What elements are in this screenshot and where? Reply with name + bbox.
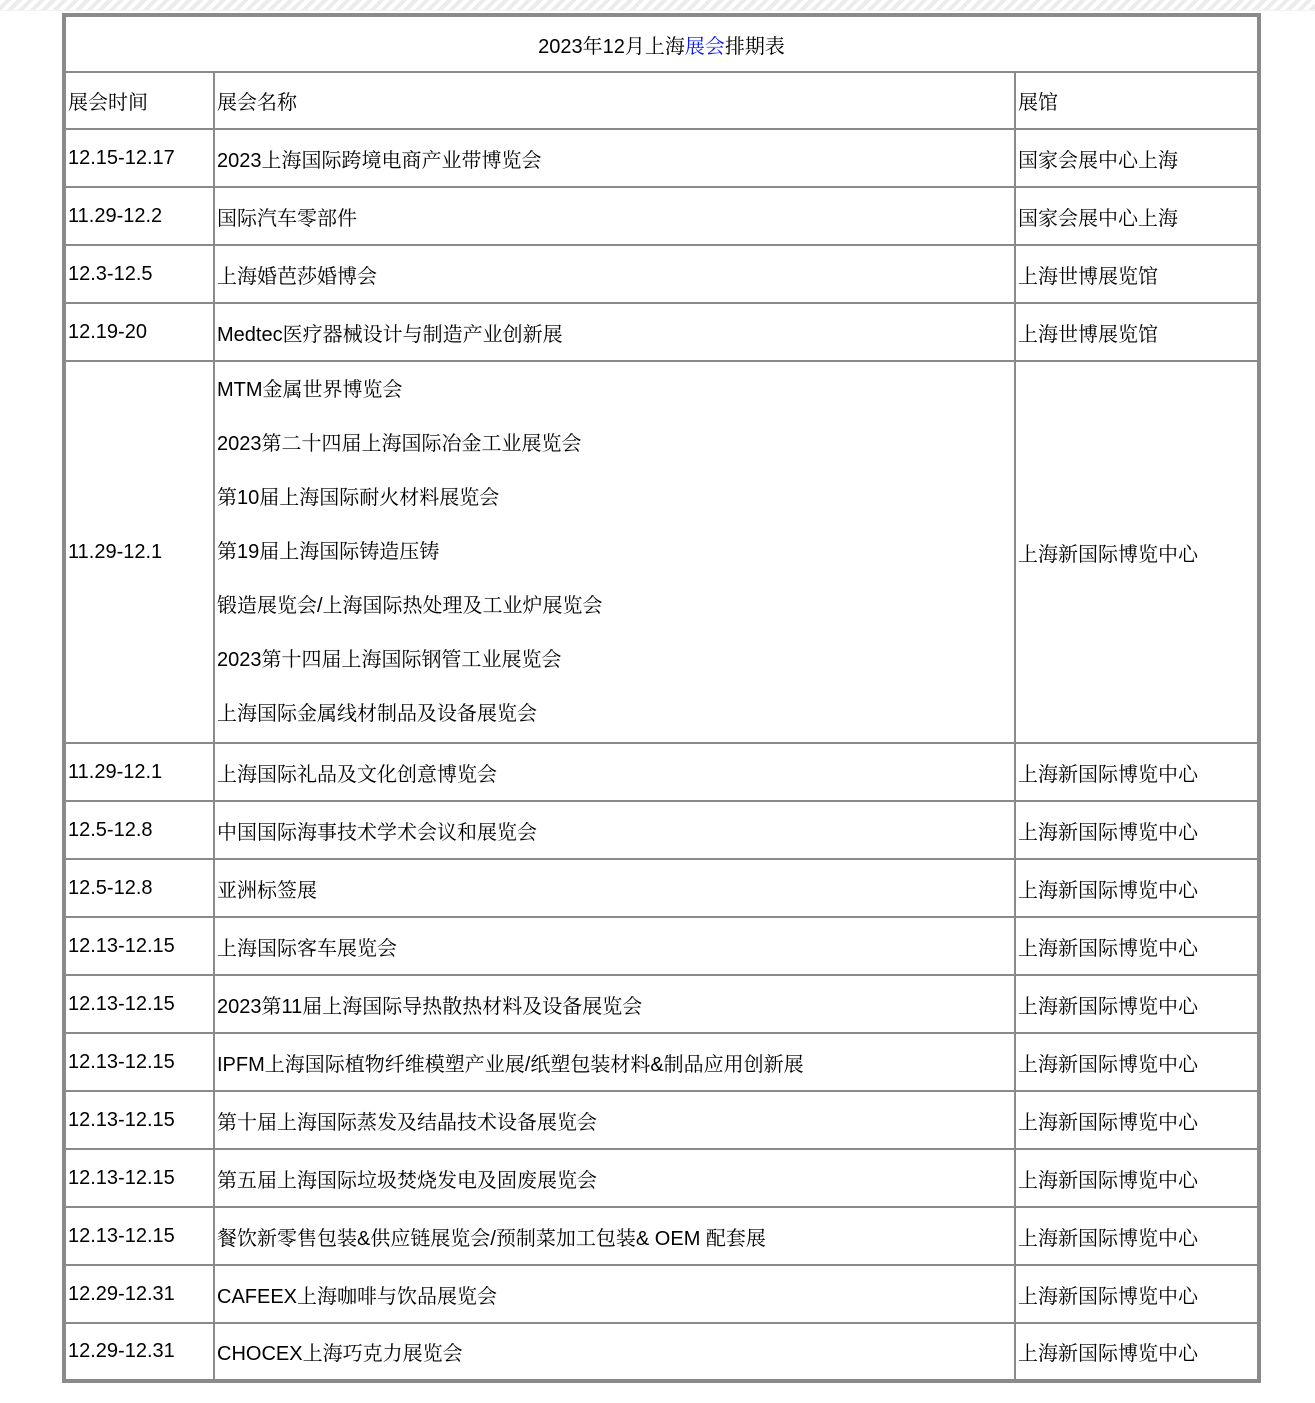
exhibition-name-cell: 第十届上海国际蒸发及结晶技术设备展览会 xyxy=(214,1091,1015,1149)
exhibition-name-cell: IPFM上海国际植物纤维模塑产业展/纸塑包装材料&制品应用创新展 xyxy=(214,1033,1015,1091)
exhibition-date-cell: 12.13-12.15 xyxy=(64,1091,214,1149)
exhibition-date-cell: 12.29-12.31 xyxy=(64,1265,214,1323)
venue-cell: 上海新国际博览中心 xyxy=(1015,975,1259,1033)
exhibition-name-line: 上海国际金属线材制品及设备展览会 xyxy=(217,703,537,725)
exhibition-date-cell: 12.13-12.15 xyxy=(64,975,214,1033)
exhibition-date-cell: 12.13-12.15 xyxy=(64,1033,214,1091)
page-top-stripe-decoration xyxy=(0,0,1315,11)
table-row xyxy=(64,1323,1259,1381)
exhibition-name-line: 锻造展览会/上海国际热处理及工业炉展览会 xyxy=(217,595,603,617)
exhibition-date-cell: 11.29-12.2 xyxy=(64,187,214,245)
venue-cell: 上海新国际博览中心 xyxy=(1015,743,1259,801)
exhibition-date-cell: 12.3-12.5 xyxy=(64,245,214,303)
exhibition-date-cell: 12.29-12.31 xyxy=(64,1323,214,1381)
exhibition-name-cell: CAFEEX上海咖啡与饮品展览会 xyxy=(214,1265,1015,1323)
venue-cell: 上海新国际博览中心 xyxy=(1015,1265,1259,1323)
venue-cell: 上海新国际博览中心 xyxy=(1015,1149,1259,1207)
exhibition-name-cell: 亚洲标签展 xyxy=(214,859,1015,917)
exhibition-date-cell: 12.15-12.17 xyxy=(64,129,214,187)
venue-cell: 上海新国际博览中心 xyxy=(1015,1091,1259,1149)
exhibition-name-cell: 餐饮新零售包装&供应链展览会/预制菜加工包装& OEM 配套展 xyxy=(214,1207,1015,1265)
venue-cell: 上海新国际博览中心 xyxy=(1015,1323,1259,1381)
table-row xyxy=(64,975,1259,1033)
exhibition-name-cell xyxy=(214,361,1015,743)
exhibition-name-cell: 2023第11届上海国际导热散热材料及设备展览会 xyxy=(214,975,1015,1033)
exhibition-name-line: 第10届上海国际耐火材料展览会 xyxy=(217,487,500,509)
table-row xyxy=(64,303,1259,361)
exhibition-name-cell: 上海国际客车展览会 xyxy=(214,917,1015,975)
table-row xyxy=(64,743,1259,801)
exhibition-date-cell: 12.5-12.8 xyxy=(64,801,214,859)
exhibition-date-cell: 12.13-12.15 xyxy=(64,1149,214,1207)
table-row xyxy=(64,1207,1259,1265)
title-prefix: 2023年12月上海 xyxy=(538,35,685,58)
table-row xyxy=(64,187,1259,245)
exhibition-name-line: MTM金属世界博览会 xyxy=(217,379,403,401)
venue-cell: 上海新国际博览中心 xyxy=(1015,801,1259,859)
table-header-row xyxy=(64,72,1259,129)
exhibition-date-cell: 11.29-12.1 xyxy=(64,743,214,801)
venue-cell: 上海世博展览馆 xyxy=(1015,245,1259,303)
title-suffix: 排期表 xyxy=(724,35,785,58)
venue-cell: 上海新国际博览中心 xyxy=(1015,1033,1259,1091)
venue-cell: 上海新国际博览中心 xyxy=(1015,917,1259,975)
header-exhibition-time: 展会时间 xyxy=(64,72,214,129)
exhibition-schedule-table xyxy=(62,13,1261,1383)
exhibition-name-line: 2023第十四届上海国际钢管工业展览会 xyxy=(217,649,562,671)
page-title xyxy=(64,15,1259,72)
exhibition-name-line: 第19届上海国际铸造压铸 xyxy=(217,541,440,563)
table-row xyxy=(64,1033,1259,1091)
header-venue: 展馆 xyxy=(1015,72,1259,129)
venue-cell: 国家会展中心上海 xyxy=(1015,187,1259,245)
exhibition-name-cell: 上海国际礼品及文化创意博览会 xyxy=(214,743,1015,801)
exhibition-name-cell: CHOCEX上海巧克力展览会 xyxy=(214,1323,1015,1381)
table-row xyxy=(64,1265,1259,1323)
exhibition-name-cell: 上海婚芭莎婚博会 xyxy=(214,245,1015,303)
table-row xyxy=(64,917,1259,975)
venue-cell: 上海新国际博览中心 xyxy=(1015,859,1259,917)
table-row-multi-exhibition xyxy=(64,361,1259,743)
table-row xyxy=(64,859,1259,917)
exhibition-name-cell: 2023上海国际跨境电商产业带博览会 xyxy=(214,129,1015,187)
exhibition-date-cell: 12.13-12.15 xyxy=(64,1207,214,1265)
exhibition-name-cell: 第五届上海国际垃圾焚烧发电及固废展览会 xyxy=(214,1149,1015,1207)
exhibition-date-cell: 12.19-20 xyxy=(64,303,214,361)
venue-cell: 上海新国际博览中心 xyxy=(1015,1207,1259,1265)
table-row xyxy=(64,245,1259,303)
exhibition-date-cell: 11.29-12.1 xyxy=(64,361,214,743)
table-row xyxy=(64,1091,1259,1149)
table-row xyxy=(64,1149,1259,1207)
table-row xyxy=(64,129,1259,187)
header-exhibition-name: 展会名称 xyxy=(214,72,1015,129)
exhibition-link[interactable]: 展会 xyxy=(684,35,725,58)
exhibition-name-line: 2023第二十四届上海国际冶金工业展览会 xyxy=(217,433,582,455)
exhibition-date-cell: 12.13-12.15 xyxy=(64,917,214,975)
venue-cell: 上海新国际博览中心 xyxy=(1015,361,1259,743)
exhibition-name-cell: 中国国际海事技术学术会议和展览会 xyxy=(214,801,1015,859)
exhibition-name-cell: 国际汽车零部件 xyxy=(214,187,1015,245)
exhibition-name-cell: Medtec医疗器械设计与制造产业创新展 xyxy=(214,303,1015,361)
table-title-row xyxy=(64,15,1259,72)
venue-cell: 上海世博展览馆 xyxy=(1015,303,1259,361)
exhibition-date-cell: 12.5-12.8 xyxy=(64,859,214,917)
table-row xyxy=(64,801,1259,859)
venue-cell: 国家会展中心上海 xyxy=(1015,129,1259,187)
